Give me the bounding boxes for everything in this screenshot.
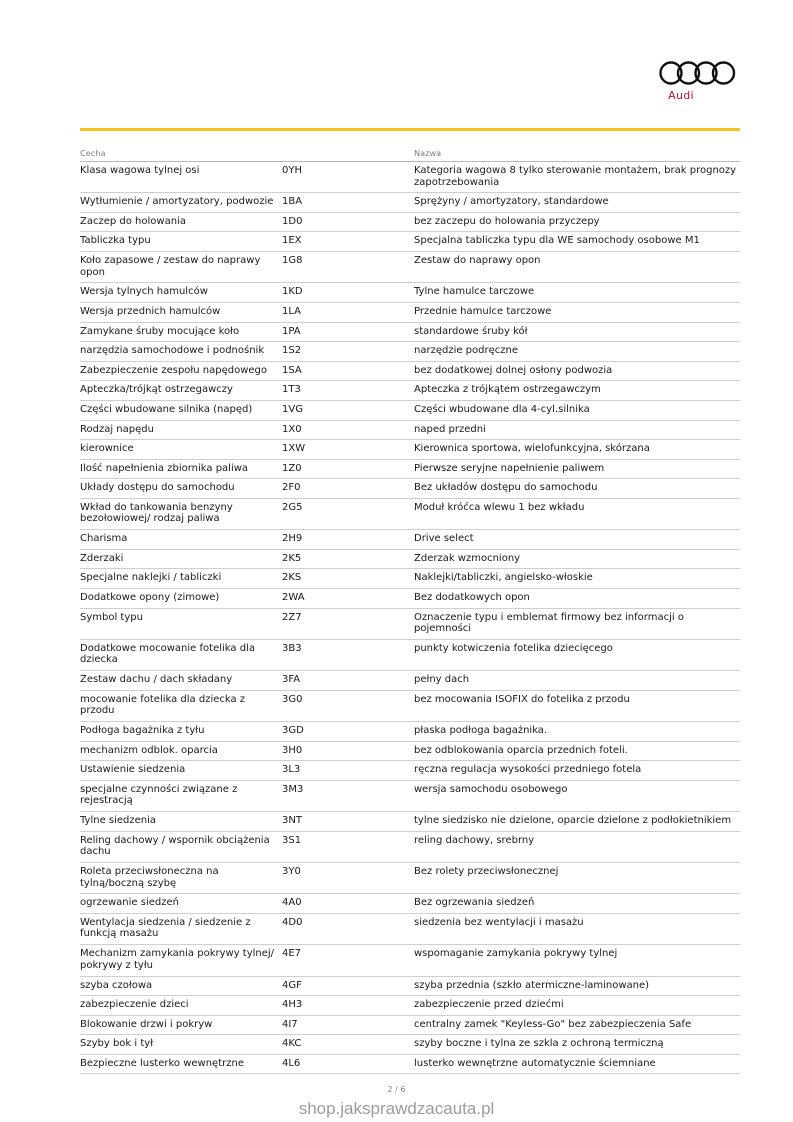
code-cell: 1EX: [282, 235, 302, 247]
name-cell: bez mocowania ISOFIX do fotelika z przodu: [414, 693, 630, 705]
table-row: [80, 742, 740, 762]
feature-cell: Szyby bok i tył: [80, 1038, 154, 1050]
code-cell: 3B3: [282, 642, 302, 654]
code-cell: 2KS: [282, 572, 302, 584]
name-cell: wspomaganie zamykania pokrywy tylnej: [414, 948, 618, 960]
feature-cell: Blokowanie drzwi i pokryw: [80, 1018, 213, 1030]
table-row: [80, 589, 740, 609]
feature-cell: mocowanie fotelika dla dziecka z przodu: [80, 693, 246, 717]
code-cell: 3Y0: [282, 866, 301, 878]
table-header: [80, 144, 740, 162]
table-row: [80, 945, 740, 976]
feature-cell: Zaczep do holowania: [80, 215, 186, 227]
name-cell: Moduł króćca wlewu 1 bez wkładu: [414, 501, 585, 513]
feature-cell: kierownice: [80, 443, 134, 455]
name-cell: szyby boczne i tylna ze szkla z ochroną termiczną: [414, 1038, 664, 1050]
feature-cell: Reling dachowy / wspornik obciążenia dachu: [80, 834, 270, 858]
name-cell: Zderzak wzmocniony: [414, 552, 521, 564]
feature-cell: Wersja tylnych hamulców: [80, 286, 208, 298]
feature-cell: Bezpieczne lusterko wewnętrzne: [80, 1057, 244, 1069]
code-cell: 3S1: [282, 834, 302, 846]
table-row: [80, 460, 740, 480]
page-number: 2 / 6: [387, 1085, 406, 1094]
table-row: [80, 894, 740, 914]
name-cell: Sprężyny / amortyzatory, standardowe: [414, 196, 609, 208]
feature-cell: Wentylacja siedzenia / siedzenie z funkcją masażu: [80, 916, 251, 940]
table-row: [80, 421, 740, 441]
table-row: [80, 342, 740, 362]
feature-cell: Ustawienie siedzenia: [80, 764, 186, 776]
equipment-table: [80, 144, 740, 1074]
table-row: [80, 863, 740, 894]
four-rings-icon: [658, 59, 736, 87]
name-cell: szyba przednia (szkło atermiczne-laminowane): [414, 979, 650, 991]
name-cell: Zestaw do naprawy opon: [414, 255, 541, 267]
code-cell: 1LA: [282, 305, 302, 317]
table-row: [80, 1016, 740, 1036]
name-cell: narzędzie podręczne: [414, 345, 518, 357]
feature-cell: Koło zapasowe / zestaw do naprawy opon: [80, 255, 261, 278]
table-row: [80, 162, 740, 193]
table-row: [80, 1035, 740, 1055]
name-cell: Oznaczenie typu i emblemat firmowy bez informacji o pojemności: [414, 611, 684, 635]
name-cell: Kategoria wagowa 8 tylko sterowanie montażem, brak prognozy zapotrzebowania: [414, 165, 737, 188]
feature-cell: Mechanizm zamykania pokrywy tylnej/ pokrywy z tyłu: [80, 948, 275, 971]
code-cell: 4L6: [282, 1057, 301, 1069]
table-row: [80, 550, 740, 570]
table-row: [80, 832, 740, 863]
table-row: [80, 530, 740, 550]
code-cell: 3NT: [282, 815, 302, 827]
table-row: [80, 252, 740, 283]
code-cell: 1BA: [282, 196, 303, 208]
code-cell: 2WA: [282, 591, 305, 603]
name-cell: Przednie hamulce tarczowe: [414, 305, 552, 317]
name-cell: centralny zamek "Keyless-Go" bez zabezpieczenia Safe: [414, 1018, 692, 1030]
name-cell: Bez układów dostępu do samochodu: [414, 482, 598, 494]
table-row: [80, 761, 740, 781]
code-cell: 4D0: [282, 916, 303, 928]
code-cell: 4H3: [282, 999, 303, 1011]
table-row: [80, 213, 740, 233]
name-cell: Bez ogrzewania siedzeń: [414, 897, 535, 909]
feature-cell: Wytłumienie / amortyzatory, podwozie: [80, 196, 274, 208]
feature-cell: Zabezpieczenie zespołu napędowego: [80, 364, 268, 376]
feature-cell: mechanizm odblok. oparcia: [80, 744, 218, 756]
table-row: [80, 671, 740, 691]
feature-cell: Rodzaj napędu: [80, 423, 154, 435]
feature-cell: Charisma: [80, 533, 128, 545]
code-cell: 4A0: [282, 897, 302, 909]
code-cell: 3H0: [282, 744, 303, 756]
code-cell: 1PA: [282, 325, 301, 337]
table-row: [80, 401, 740, 421]
feature-cell: specjalne czynności związane z rejestracją: [80, 783, 238, 807]
name-cell: siedzenia bez wentylacji i masażu: [414, 916, 584, 928]
feature-cell: Zderzaki: [80, 552, 124, 564]
name-cell: bez dodatkowej dolnej osłony podwozia: [414, 364, 613, 376]
code-cell: 1G8: [282, 255, 303, 267]
name-cell: lusterko wewnętrzne automatycznie ściemniane: [414, 1057, 656, 1069]
feature-cell: Zamykane śruby mocujące koło: [80, 325, 240, 337]
feature-cell: Części wbudowane silnika (napęd): [80, 403, 253, 415]
name-cell: wersja samochodu osobowego: [414, 783, 568, 795]
table-row: [80, 569, 740, 589]
table-row: [80, 722, 740, 742]
code-cell: 1SA: [282, 364, 302, 376]
code-cell: 4E7: [282, 948, 302, 960]
name-cell: Pierwsze seryjne napełnienie paliwem: [414, 462, 605, 474]
table-body: [80, 162, 740, 1074]
site-watermark: shop.jaksprawdzacauta.pl: [298, 1099, 495, 1118]
accent-divider: [80, 128, 740, 131]
code-cell: 2H9: [282, 533, 303, 545]
feature-cell: Podłoga bagażnika z tyłu: [80, 725, 205, 737]
table-row: [80, 781, 740, 812]
feature-cell: Tabliczka typu: [80, 235, 151, 247]
name-cell: Apteczka z trójkątem ostrzegawczym: [414, 384, 601, 396]
feature-cell: Apteczka/trójkąt ostrzegawczy: [80, 384, 233, 396]
name-cell: Specjalna tabliczka typu dla WE samochody osobowe M1: [414, 235, 700, 247]
name-cell: bez odblokowania oparcia przednich foteli.: [414, 744, 628, 756]
name-cell: płaska podłoga bagażnika.: [414, 725, 548, 737]
table-row: [80, 381, 740, 401]
code-cell: 2K5: [282, 552, 302, 564]
table-row: [80, 691, 740, 722]
name-cell: Drive select: [414, 533, 474, 545]
name-cell: Części wbudowane dla 4-cyl.silnika: [414, 403, 590, 415]
header-feature: Cecha: [80, 148, 106, 158]
code-cell: 1VG: [282, 403, 303, 415]
code-cell: 1XW: [282, 443, 306, 455]
code-cell: 3FA: [282, 674, 301, 686]
feature-cell: ogrzewanie siedzeń: [80, 897, 179, 909]
table-row: [80, 609, 740, 640]
code-cell: 1D0: [282, 215, 303, 227]
table-row: [80, 479, 740, 499]
name-cell: zabezpieczenie przed dziećmi: [414, 999, 564, 1011]
table-row: [80, 640, 740, 671]
code-cell: 4KC: [282, 1038, 302, 1050]
feature-cell: Tylne siedzenia: [80, 815, 157, 827]
code-cell: 1KD: [282, 286, 303, 298]
name-cell: Bez rolety przeciwsłonecznej: [414, 866, 559, 878]
feature-cell: Roleta przeciwsłoneczna na tylną/boczną szybę: [80, 866, 219, 889]
feature-cell: Zestaw dachu / dach składany: [80, 674, 233, 686]
feature-cell: Dodatkowe mocowanie fotelika dla dziecka: [80, 642, 255, 666]
table-row: [80, 303, 740, 323]
code-cell: 1Z0: [282, 462, 302, 474]
name-cell: ręczna regulacja wysokości przedniego fotela: [414, 764, 642, 776]
header-name: Nazwa: [414, 148, 442, 158]
table-row: [80, 977, 740, 997]
feature-cell: Symbol typu: [80, 611, 143, 623]
code-cell: 3M3: [282, 783, 304, 795]
table-row: [80, 193, 740, 213]
table-row: [80, 914, 740, 945]
code-cell: 2Z7: [282, 611, 302, 623]
name-cell: Naklejki/tabliczki, angielsko-włoskie: [414, 572, 593, 584]
feature-cell: Ilość napełnienia zbiornika paliwa: [80, 462, 249, 474]
feature-cell: szyba czołowa: [80, 979, 153, 991]
feature-cell: Wkład do tankowania benzyny bezołowiowej/ rodzaj paliwa: [80, 501, 233, 525]
table-row: [80, 283, 740, 303]
name-cell: reling dachowy, srebrny: [414, 834, 535, 846]
feature-cell: Wersja przednich hamulców: [80, 305, 221, 317]
name-cell: tylne siedzisko nie dzielone, oparcie dzielone z podłokietnikiem: [414, 815, 732, 827]
audi-logo: [658, 59, 738, 105]
feature-cell: zabezpieczenie dzieci: [80, 999, 189, 1011]
code-cell: 3GD: [282, 725, 304, 737]
code-cell: 1T3: [282, 384, 301, 396]
code-cell: 4GF: [282, 979, 302, 991]
code-cell: 0YH: [282, 165, 302, 176]
name-cell: Kierownica sportowa, wielofunkcyjna, skórzana: [414, 443, 650, 455]
name-cell: naped przedni: [414, 423, 486, 435]
name-cell: bez zaczepu do holowania przyczepy: [414, 215, 600, 227]
table-row: [80, 323, 740, 343]
name-cell: punkty kotwiczenia fotelika dziecięcego: [414, 642, 613, 654]
code-cell: 4I7: [282, 1018, 298, 1030]
table-row: [80, 232, 740, 252]
feature-cell: Klasa wagowa tylnej osi: [80, 165, 200, 176]
code-cell: 1X0: [282, 423, 302, 435]
code-cell: 2G5: [282, 501, 303, 513]
code-cell: 3G0: [282, 693, 303, 705]
name-cell: pełny dach: [414, 674, 470, 686]
table-row: [80, 440, 740, 460]
feature-cell: narzędzia samochodowe i podnośnik: [80, 345, 265, 357]
table-row: [80, 812, 740, 832]
table-row: [80, 362, 740, 382]
brand-name: Audi: [668, 89, 694, 102]
name-cell: Bez dodatkowych opon: [414, 591, 530, 603]
table-row: [80, 1055, 740, 1075]
code-cell: 2F0: [282, 482, 301, 494]
code-cell: 1S2: [282, 345, 302, 357]
feature-cell: Dodatkowe opony (zimowe): [80, 591, 220, 603]
feature-cell: Specjalne naklejki / tabliczki: [80, 572, 222, 584]
name-cell: Tylne hamulce tarczowe: [414, 286, 535, 298]
table-row: [80, 996, 740, 1016]
feature-cell: Układy dostępu do samochodu: [80, 482, 235, 494]
table-row: [80, 499, 740, 530]
name-cell: standardowe śruby kół: [414, 325, 528, 337]
code-cell: 3L3: [282, 764, 301, 776]
